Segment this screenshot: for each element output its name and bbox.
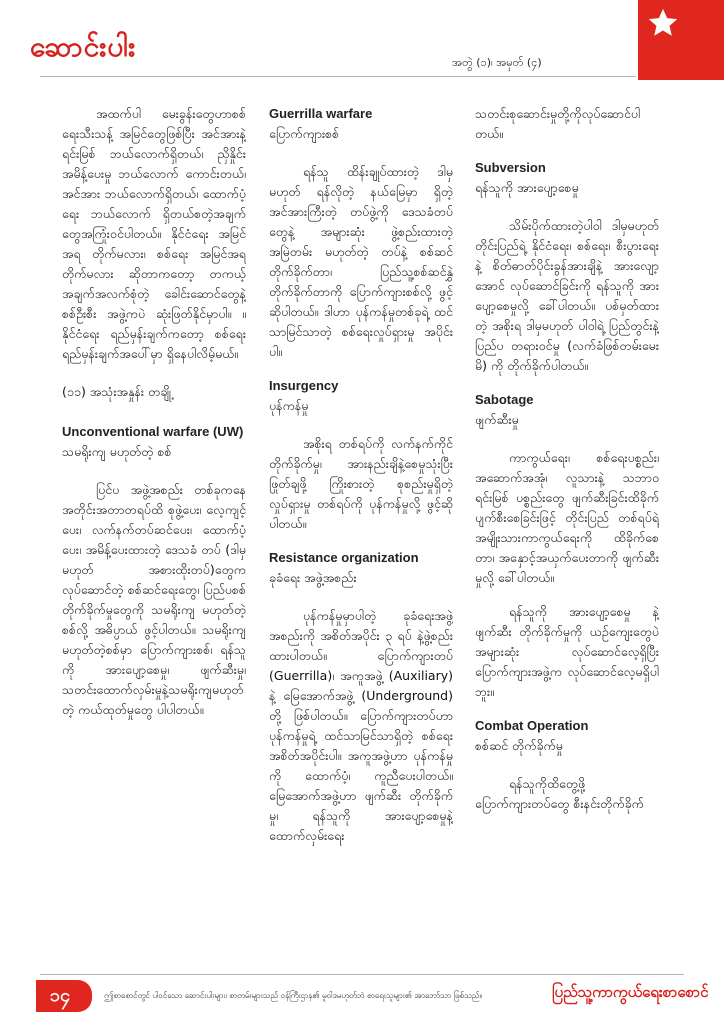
paragraph: သတင်းစုဆောင်းမှုတို့ကိုလုပ်ဆောင်ပါတယ်။ (475, 106, 641, 141)
term-heading-burmese: ရန်သူကို အားပျော့စေမှု (475, 180, 579, 195)
publication-name: ပြည်သူ့ကာကွယ်ရေးစာစောင် (552, 983, 709, 1001)
column-1 (62, 104, 246, 940)
paragraph: ရန်သူကို အားပျော့စေမှု နဲ့ ဖျက်ဆီး တိုက်ခိုက်မှုကို ယဉ်ကျေးတွေပဲ အများဆုံး လုပ်ဆောင်လေ့ရှိပြီး ပြောက်ကျားအဖွဲ့က လုပ်ဆောင်လေ့မရှိပါဘူး။ (475, 604, 659, 699)
masthead-title: ဆောင်းပါး (30, 30, 137, 63)
term-heading-english: Unconventional warfare (UW) (62, 424, 244, 439)
term-heading-english: Combat Operation (475, 718, 589, 733)
paragraph: ရန်သူ ထိန်းချုပ်ထားတဲ့ ဒါမှမဟုတ် ရန်လိုတဲ့ နယ်မြေမှာ ရှိတဲ့ အင်အားကြီးတဲ့ တပ်ဖွဲ့ကို ဒေသခံတပ်တွေနဲ့ အများဆုံး ဖွဲ့စည်းထားတဲ့ အမြဲတမ်း မဟုတ်တဲ့ တပ်နဲ့ စစ်ဆင်တိုက်ခိုက်တာ၊ ပြည်သူ့စစ်ဆင်နွှဲ တိုက်ခိုက်တာကို ပြောက်ကျားစစ်လို့ ဖွင့်ဆိုပါတယ်။ ဒါဟာ ပုန်ကန်မှုတစ်ခုရဲ့ ထင်သာမြင်သာတဲ့ စစ်ရေးလှုပ်ရှားမှု အပိုင်းပါ။ (269, 164, 453, 359)
paragraph: သိမ်းပိုက်ထားတဲ့ပါဝါ ဒါမှမဟုတ် တိုင်းပြည်ရဲ့ နိုင်ငံရေး၊ စစ်ရေး၊ စီးပွားရေးနဲ့ စိတ်ဓာတ်ပိုင်းခွန်အားချိနဲ့ အားလျော့အောင် လုပ်ဆောင်ခြင်းကို ရန်သူကို အားပျော့စေမှုလို့ ခေါ်ပါတယ်။ ပစ်မှတ်ထားတဲ့ အစိုးရ ဒါမှမဟုတ် ပါဝါရဲ့ ပြည်တွင်းနဲ့ ပြည်ပ တရားဝင်မှု (လက်ခံဖြစ်တမ်းမေးမိ) ကို တိုက်ခိုက်ပါတယ်။ (475, 218, 659, 373)
article-body (62, 104, 664, 940)
page-header (0, 0, 724, 80)
section-heading: (၁၁) အသုံးအနှုန်း တချို့ (62, 384, 172, 399)
issue-number: အတွဲ (၁)၊ အမှတ် (၄) (452, 56, 542, 69)
paragraph: ကာကွယ်ရေး၊ စစ်ရေးပစ္စည်း၊ အဆောက်အအုံ၊ လူသားနဲ့ သဘာဝ ရင်းမြစ် ပစ္စည်းတွေ ဖျက်ဆီးခြင်းထိခိုက် ပျက်စီးစေခြင်းဖြင့် တိုင်းပြည် တစ်ရပ်ရဲ့ အမျိုးသားကာကွယ်ရေးကို ထိခိုက်စေတာ၊ အနှောင့်အယှက်ပေးတာကို ဖျက်ဆီးမှုလို့ ခေါ်ပါတယ်။ (475, 450, 659, 585)
footer-disclaimer: ဤစာစောင်တွင် ပါဝင်သော ဆောင်းပါးများ၊ စာတမ်းများသည် ဝန်ကြီးဌာန၏ မူဝါဒမဟုတ်ဘဲ စာရေးသူများ၏ အာဘော်သာ ဖြစ်သည်။ (104, 991, 482, 1000)
term-heading-english: Subversion (475, 160, 546, 175)
term-heading-burmese: ပြောက်ကျားစစ် (269, 126, 340, 141)
column-3 (475, 104, 659, 940)
paragraph: အထက်ပါ မေးခွန်းတွေဟာစစ်ရေးသီးသန့် အမြင်တွေဖြစ်ပြီး အင်အားနဲ့ ရင်းမြစ် ဘယ်လောက်ရှိတယ်၊ ညှိနှိုင်း အမိန့်ပေးမှု ဘယ်လောက် ကောင်းတယ်၊ အင်အား ဘယ်လောက်ရှိတယ်၊ ထောက်ပံ့ရေး ဘယ်လောက် ရှိတယ်စတဲ့အချက်တွေအကြုံးဝင်ပါတယ်။ နိုင်ငံရေး အမြင်အရ တိုက်မလား၊ စစ်ရေး အမြင်အရ တိုက်မလား ဆိုတာကတော့ တကယ့်အချက်အလက်စုံတဲ့ ခေါင်းဆောင်တွေနဲ့ စစ်ဦးစီး အဖွဲ့ကပဲ ဆုံးဖြတ်နိုင်မှာပါ။ ။ နိုင်ငံရေး ရည်မှန်းချက်ကတော့ စစ်ရေး ရည်မှန်းချက်အပေါ်မှာ ရှိနေပါလိမ့်မယ်။ (62, 106, 246, 361)
paragraph: ရန်သူကိုထိတွေ့ဖို့ပြောက်ကျားတပ်တွေ စီးနင်းတိုက်ခိုက် (475, 776, 644, 811)
term-heading-burmese: သမရိုးကျ မဟုတ်တဲ့ စစ် (62, 444, 172, 459)
term-heading-burmese: စစ်ဆင် တိုက်ခိုက်မှု (475, 738, 563, 753)
paragraph: ပြင်ပ အဖွဲ့အစည်း တစ်ခုကနေ အတိုင်းအတာတရပ်ထိ စုဖွဲ့ပေး၊ လေ့ကျင့်ပေး၊ လက်နက်တပ်ဆင်ပေး၊ ထောက်ပံ့ပေး၊ အမိန့်ပေးထားတဲ့ ဒေသခံ တပ် (ဒါမှ မဟုတ် အစားထိုးတပ်)တွေက လုပ်ဆောင်တဲ့ စစ်ဆင်ရေးတွေ၊ ပြည်ပစစ် တိုက်ခိုက်မှုတွေကို သမရိုးကျ မဟုတ်တဲ့စစ်လို့ အဓိပ္ပာယ် ဖွင့်ပါတယ်။ သမရိုးကျ မဟုတ်တဲ့စစ်မှာ ပြောက်ကျားစစ်၊ ရန်သူကို အားပျော့စေမှု၊ ဖျက်ဆီးမှု၊ သတင်းထောက်လှမ်းမှုနဲ့သမရိုးကျမဟုတ်တဲ့ ကယ်ထုတ်မှုတွေ ပါပါတယ်။ (62, 482, 246, 717)
paragraph: ပုန်ကန်မှုမှာပါတဲ့ ခုခံရေးအဖွဲ့အစည်းကို အစိတ်အပိုင်း ၃ ရပ် နဲ့ဖွဲ့စည်းထားပါတယ်။ ပြောက်ကျားတပ် (Guerrilla)၊ အကူအဖွဲ့ (Auxiliary) နဲ့ မြေအောက်အဖွဲ့ (Underground) တို့ ဖြစ်ပါတယ်။ ပြောက်ကျားတပ်ဟာ ပုန်ကန်မှုရဲ့ ထင်သာမြင်သာရှိတဲ့ စစ်ရေး အစိတ်အပိုင်းပါ။ အကူအဖွဲ့ဟာ ပုန်ကန်မှုကို ထောက်ပံ့၊ ကူညီပေးပါတယ်။ မြေအောက်အဖွဲ့ဟာ ဖျက်ဆီး တိုက်ခိုက်မှု၊ ရန်သူကို အားပျော့စေမှုနဲ့ ထောက်လှမ်းရေး (269, 608, 453, 843)
term-heading-english: Guerrilla warfare (269, 106, 373, 121)
footer-divider (40, 974, 684, 975)
header-divider (40, 76, 636, 77)
term-heading-burmese: ပုန်ကန်မှု (269, 398, 309, 413)
term-heading-english: Sabotage (475, 392, 534, 407)
term-heading-burmese: ဖျက်ဆီးမှု (475, 412, 519, 427)
term-heading-english: Insurgency (269, 378, 339, 393)
column-2 (269, 104, 453, 940)
white-star-icon (646, 6, 680, 40)
paragraph: အစိုးရ တစ်ရပ်ကို လက်နက်ကိုင် တိုက်ခိုက်မှု၊ အားနည်းချိနဲ့စေမှုသုံးပြီး ဖြုတ်ချဖို့ ကြိုးစားတဲ့ စုစည်းမှုရှိတဲ့ လှုပ်ရှားမှု တစ်ရပ်ကို ပုန်ကန်မှုလို့ ဖွင့်ဆိုပါတယ်။ (269, 436, 453, 531)
term-heading-burmese: ခုခံရေး အဖွဲ့အစည်း (269, 570, 357, 585)
page-number: ၁၄ (50, 985, 71, 1006)
term-heading-english: Resistance organization (269, 550, 419, 565)
